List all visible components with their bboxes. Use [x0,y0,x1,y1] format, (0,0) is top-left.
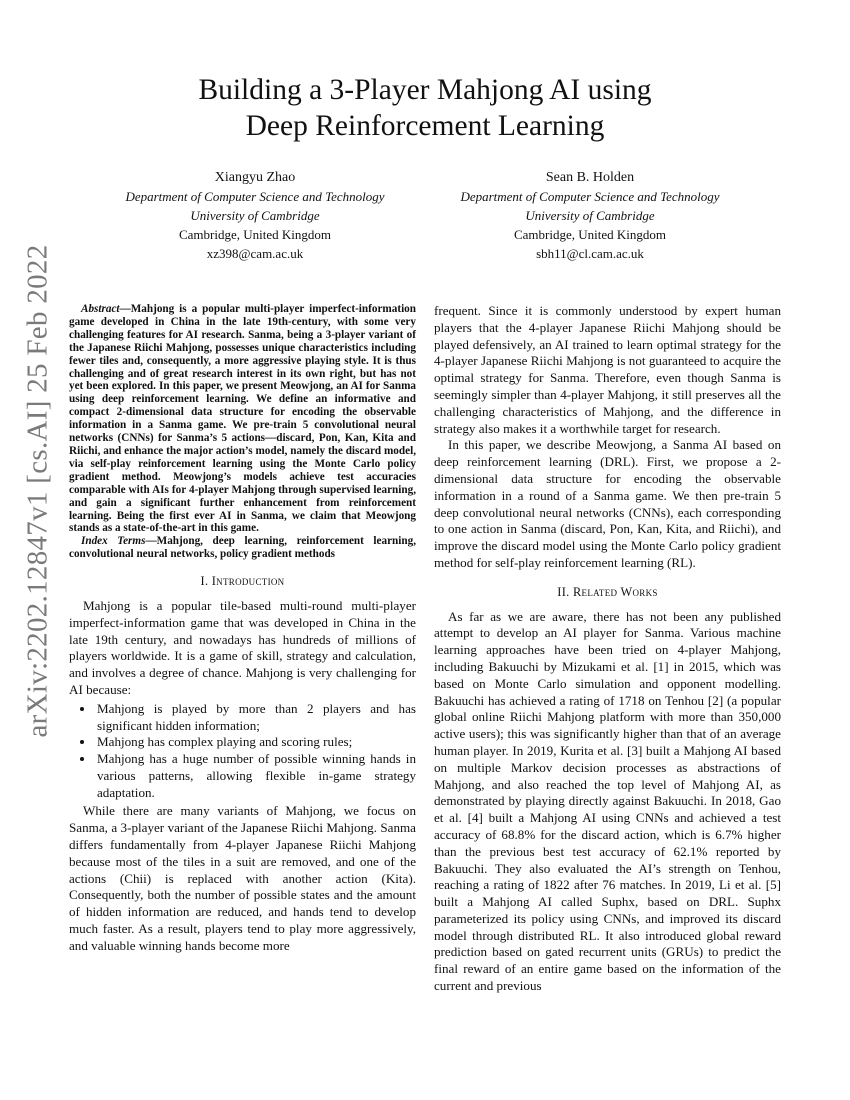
intro-paragraph-2: While there are many variants of Mahjong, we focus on Sanma, a 3-player variant of the Japanese Riichi Mahjong. Sanma differs fundamentally from 4-player Japanese Riichi Mahjong because most of the tiles in a suit are removed, and one of the actions (Chii) is replaced with another action (Kita). Consequently, both the number of possible states and the amount of hidden information are reduced, and hands tend to develop much faster. As a result, players tend to play more aggressively, and valuable winning hands become more [69,803,416,953]
section-number: I. [200,574,212,589]
author-university: University of Cambridge [525,208,655,223]
arxiv-identifier-stamp [18,244,58,738]
index-terms-text: —Mahjong, deep learning, reinforcement learning, convolutional neural networks, policy gradient methods [69,535,416,561]
abstract-text: —Mahjong is a popular multi-player imperfect-information game developed in China in the late 19th-century, with some very challenging features for AI research. Sanma, being a 3-player variant of the Japanese Riichi Mahjong, possesses unique characteristics including fewer tiles and, consequently, a more aggressive playing style. It is thus challenging and of great research interest in its own right, but has not yet been explored. In this paper, we present Meowjong, an AI for Sanma using deep reinforcement learning. We define an informative and compact 2-dimensional data structure for encoding the observable information in a Sanma game. We pre-train 5 convolutional neural networks (CNNs) for Sanma’s 5 actions—discard, Pon, Kan, Kita and Riichi, and enhance the major action’s model, namely the discard model, via self-play reinforcement learning using the Monte Carlo policy gradient method. Meowjong’s models achieve test accuracies comparable with AIs for 4-player Mahjong through supervised learning, and gain a significant further enhancement from reinforcement learning. Being the first ever AI in Sanma, we claim that Meowjong stands as a state-of-the-art in this game. [69,303,416,535]
author-department: Department of Computer Science and Technology [125,189,385,204]
author-name: Sean B. Holden [545,170,635,185]
arxiv-identifier-text: arXiv:2202.12847v1 [cs.AI] 25 Feb 2022 [21,244,54,738]
section-number: II. [557,584,573,599]
index-terms [69,535,416,561]
author-location: Cambridge, United Kingdom [513,227,666,242]
author-department: Department of Computer Science and Technology [460,189,720,204]
intro-paragraph-2-continued: frequent. Since it is commonly understood by expert human players that the 4-player Japanese Riichi Mahjong should be played defensively, an AI trained to learn optimal strategy for the 4-player Japanese Riichi Mahjong is not guaranteed to acquire the optimal strategy for Sanma. Therefore, even though Sanma is seemingly simpler than 4-player Mahjong, it still preserves all the challenging characteristics of Mahjong, and the difference in strategy also makes it a worthwhile target for research. [434,303,781,436]
section-heading-introduction [69,573,416,590]
author-email: xz398@cam.ac.uk [206,246,304,261]
list-item: • Mahjong has a huge number of possible winning hands in various patterns, allowing flexible in-game strategy adaptation. [95,751,416,801]
author-name: Xiangyu Zhao [214,170,296,185]
section-title: Introduction [211,574,285,589]
left-column [69,303,416,955]
paper-title [100,72,750,144]
list-item: • Mahjong is played by more than 2 players and has significant hidden information; [95,701,416,735]
section-heading-related-works [434,584,781,601]
author-block-1 [90,168,420,263]
related-works-paragraph-1: As far as we are aware, there has not been any published attempt to develop an AI player for Sanma. Various machine learning approaches have been tried on 4-player Mahjong, including Bakuuchi by Mizukami et al. [1] in 2015, which was based on Monte Carlo simulation and opponent modelling. Bakuuchi has achieved a rating of 1718 on Tenhou [2] (a popular global online Riichi Mahjong platform with more than 350,000 active users); this was significantly higher than that of an average human player. In 2019, Kurita et al. [3] built a Mahjong AI based on multiple Markov decision processes as abstractions of Mahjong, and also reached the top level of Mahjong AI, as demonstrated by playing directly against Bakuuchi. In 2018, Gao et al. [4] built a Mahjong AI using CNNs and achieved a test accuracy of 68.8% for the discard action, which is 6.7% higher than the previous best test accuracy of 62.1% reported by Bakuuchi. They also evaluated the AI’s strength on Tenhou, reaching a rating of 1822 after 76 matches. In 2019, Li et al. [5] built a Mahjong AI called Suphx, based on DRL. Suphx parameterized its policy using CNNs, and improved its discard model through distributed RL. It also introduced global reward prediction based on gated recurrent units (GRUs) to predict the final reward of an entire game based on the information of the current and previous [434,608,781,994]
title-line-2: Deep Reinforcement Learning [245,110,605,142]
title-line-1: Building a 3-Player Mahjong AI using [198,74,652,106]
author-block-2 [425,168,755,263]
author-university: University of Cambridge [190,208,320,223]
challenge-list [69,701,416,802]
list-item: • Mahjong has complex playing and scoring rules; [95,734,416,751]
section-title: Related Works [572,584,658,599]
abstract-lead: Abstract [81,303,120,315]
author-email: sbh11@cl.cam.ac.uk [536,246,644,261]
right-column [434,303,781,995]
intro-paragraph-3: In this paper, we describe Meowjong, a Sanma AI based on deep reinforcement learning (DRL). First, we propose a 2-dimensional data structure for encoding the observable information in a round of a Sanma game. We then pre-train 5 deep convolutional neural networks (CNNs), each corresponding to one action in Sanma (discard, Pon, Kan, Kita, and Riichi), and improve the discard model using the Monte Carlo policy gradient method for self-play reinforcement learning (RL). [434,437,781,570]
index-terms-lead: Index Terms [81,535,146,548]
intro-paragraph-1: Mahjong is a popular tile-based multi-round multi-player imperfect-information game that was developed in China in the late 19th century, and nowadays has hundreds of millions of players worldwide. It is a game of skill, strategy and calculation, and involves a degree of chance. Mahjong is very challenging for AI because: [69,597,416,697]
author-location: Cambridge, United Kingdom [178,227,331,242]
abstract [69,303,416,535]
